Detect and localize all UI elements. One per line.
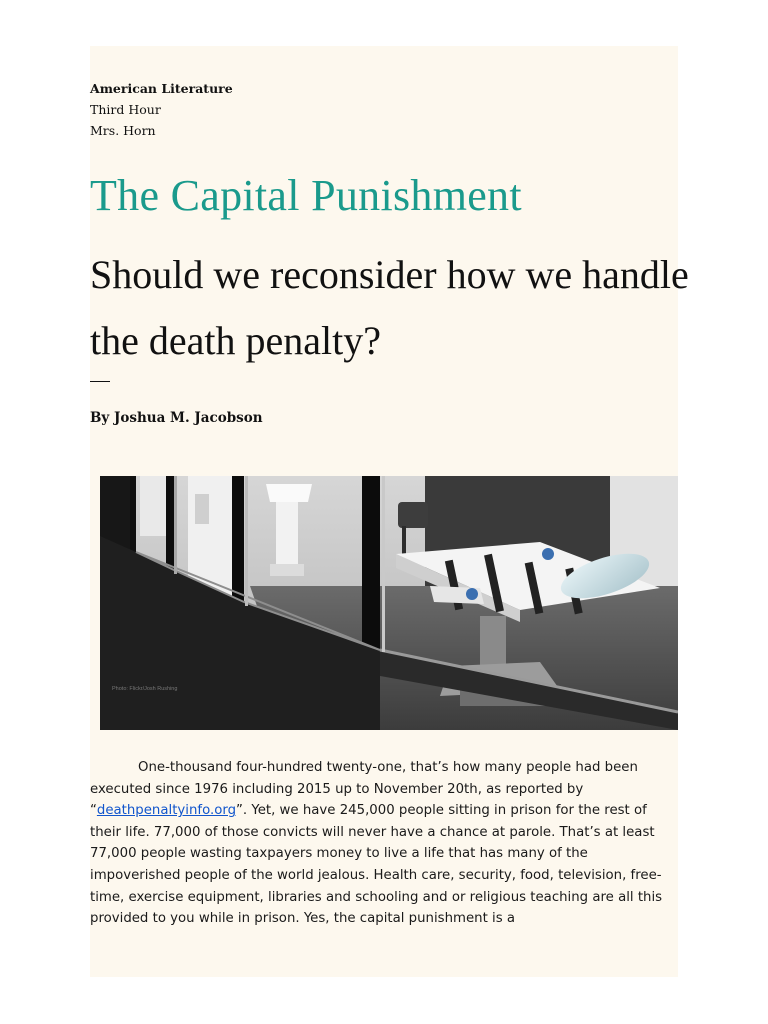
document-page [90,46,689,977]
deathpenaltyinfo-link[interactable]: deathpenaltyinfo.org [96,803,237,819]
header-block [90,78,233,141]
course-name: American Literature [90,81,233,96]
title-divider [90,381,110,382]
body-paragraph [90,757,678,930]
execution-room-photo [100,476,678,730]
class-period: Third Hour [90,102,161,117]
body-text-part2: ”. Yet, we have 245,000 people sitting in prison for the rest of their life. 77,000 of those convicts will never have a chance at parole. That’s at least 77,000 people wasting taxpayers money to live a life that has many of the impoverished people of the world jealous. Health care, security, food, television, free-time, exercise equipment, libraries and schooling and or religious teaching are all this provided to you while in prison. Yes, the capital punishment is a [90,803,663,927]
article-title: The Capital Punishment [90,171,522,220]
body-text-part1: One-thousand four-hundred twenty-one, that’s how many people had been executed since 1976 including 2015 up to November 20th, as reported by “ [90,760,638,819]
article-subtitle: Should we reconsider how we handle the death penalty? [90,252,689,363]
photo-credit: Photo: Flickr/Josh Rushing [112,686,178,692]
teacher-name: Mrs. Horn [90,123,156,138]
byline: By Joshua M. Jacobson [90,410,263,426]
